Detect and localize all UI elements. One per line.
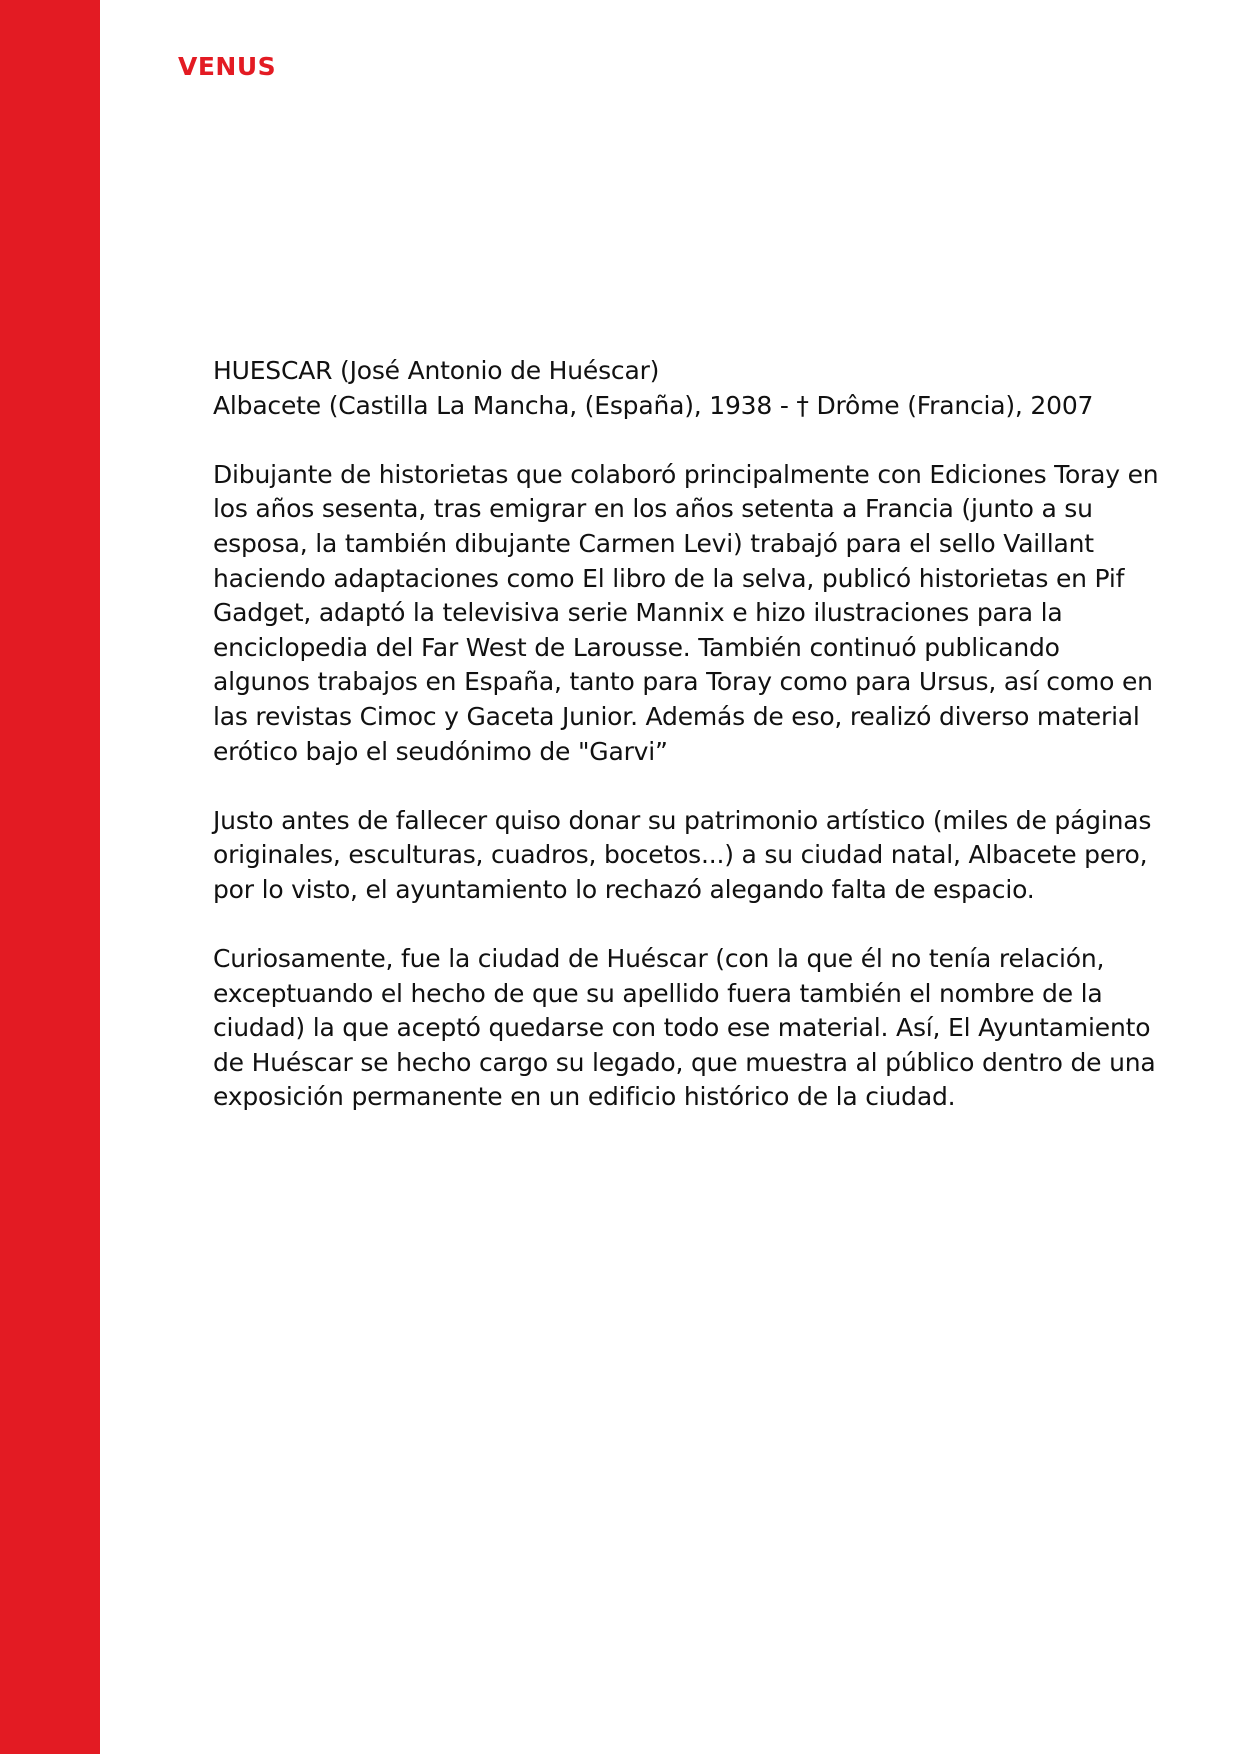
brand-label: VENUS [178, 52, 277, 81]
entry-name-line: HUESCAR (José Antonio de Huéscar) [213, 356, 660, 385]
biography-paragraph-1: Dibujante de historietas que colaboró principalmente con Ediciones Toray en los años sesenta, tras emigrar en los años setenta a Francia (junto a su esposa, la también dibujante Carmen Levi) trabajó para el sello Vaillant haciendo adaptaciones como El libro de la selva, publicó historietas en Pif Gadget, adaptó la televisiva serie Mannix e hizo ilustraciones para la enciclopedia del Far West de Larousse. También continuó publicando algunos trabajos en España, tanto para Toray como para Ursus, así como en las revistas Cimoc y Gaceta Junior. Además de eso, realizó diverso material erótico bajo el seudónimo de "Garvi” [213, 459, 1159, 766]
biography-paragraph-2: Justo antes de fallecer quiso donar su patrimonio artístico (miles de páginas originales, esculturas, cuadros, bocetos...) a su ciudad natal, Albacete pero, por lo visto, el ayuntamiento lo rechazó alegando falta de espacio. [213, 805, 1152, 904]
entry-header [213, 354, 1163, 423]
red-side-band [0, 0, 100, 1754]
biography-paragraph-3: Curiosamente, fue la ciudad de Huéscar (con la que él no tenía relación, exceptuando el hecho de que su apellido fuera también el nombre de la ciudad) la que aceptó quedarse con todo ese material. Así, El Ayuntamiento de Huéscar se hecho cargo su legado, que muestra al público dentro de una exposición permanente en un edificio histórico de la ciudad. [213, 944, 1156, 1112]
entry-birth-death-line: Albacete (Castilla La Mancha, (España), 1938 - † Drôme (Francia), 2007 [213, 390, 1094, 420]
entry-content [213, 354, 1163, 1150]
